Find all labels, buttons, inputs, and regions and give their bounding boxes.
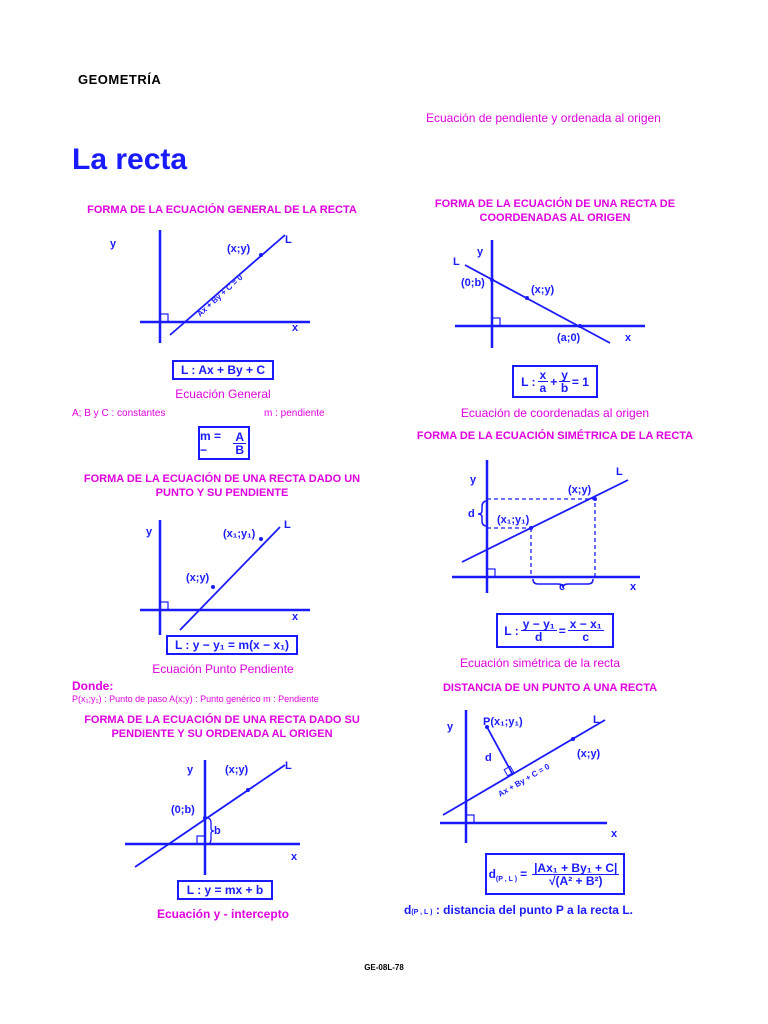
frac-den-right: c <box>582 630 590 644</box>
top-subtitle: Ecuación de pendiente y ordenada al origen <box>426 111 661 125</box>
plus: + <box>550 374 558 389</box>
point-slope-formula: L : y − y₁ = m(x − x₁) <box>166 635 298 655</box>
slope-intercept-title: FORMA DE LA ECUACIÓN DE UNA RECTA DADO SU PENDIENTE Y SU ORDENADA AL ORIGEN <box>84 714 360 740</box>
general-caption: Ecuación General <box>175 387 271 401</box>
slope-formula-left: m = − <box>200 429 222 457</box>
line-label: L <box>285 234 292 246</box>
y-label: y <box>470 474 477 486</box>
line-label: L <box>593 714 600 726</box>
label-0b: (0;b) <box>171 804 195 816</box>
note-sub: (P , L ) <box>411 909 433 916</box>
note-d: d <box>404 903 412 917</box>
formula-left: L : <box>521 374 536 389</box>
label-xy: (x;y) <box>225 764 249 776</box>
donde-text: P(x₁;y₁) : Punto de paso A(x;y) : Punto genérico m : Pendiente <box>72 694 319 704</box>
line-label: L <box>616 466 623 478</box>
slope-intercept-formula: L : y = mx + b <box>177 880 273 900</box>
point-label: (x;y) <box>227 243 251 255</box>
label-0b: (0;b) <box>461 277 485 289</box>
frac-den: √(A² + B²) <box>548 873 603 888</box>
frac-num-left: y − y₁ <box>522 617 555 631</box>
general-formula: L : Ax + By + C <box>172 360 274 380</box>
frac-x: x <box>539 368 547 382</box>
line-eq: Ax + By + C = 0 <box>195 272 245 319</box>
distance-note <box>404 903 633 917</box>
frac-num: |Ax₁ + By₁ + C| <box>534 860 618 875</box>
line-label: L <box>453 256 460 268</box>
label-d: d <box>485 752 492 764</box>
formula-sub: (P , L ) <box>495 875 518 883</box>
frac-b: b <box>560 381 569 395</box>
label-x1y1: (x₁;y₁) <box>497 514 530 526</box>
frac-y: y <box>561 368 568 382</box>
distance-diagram <box>435 705 645 845</box>
y-label: y <box>187 764 194 776</box>
coords-formula <box>512 365 598 398</box>
slope-intercept-caption: Ecuación y - intercepto <box>156 907 290 921</box>
label-d: d <box>468 508 475 520</box>
slope-note: m : pendiente <box>264 408 325 419</box>
symmetric-formula <box>496 613 614 648</box>
point-slope-caption: Ecuación Punto Pendiente <box>152 662 294 676</box>
x-label: x <box>611 828 618 840</box>
slope-num: A <box>235 429 244 444</box>
frac-den-left: d <box>535 630 543 644</box>
line-label: L <box>285 760 292 772</box>
formula-left: L : <box>504 623 519 638</box>
label-xy: (x;y) <box>568 484 592 496</box>
x-label: x <box>292 322 299 334</box>
note-text: : distancia del punto P a la recta L. <box>432 903 633 917</box>
frac-a: a <box>539 381 547 395</box>
label-xy: (x;y) <box>577 748 601 760</box>
y-label: y <box>146 526 153 538</box>
distance-title: DISTANCIA DE UN PUNTO A UNA RECTA <box>442 682 658 694</box>
label-a0: (a;0) <box>557 332 581 344</box>
point <box>259 253 263 257</box>
x-label: x <box>630 581 637 593</box>
coords-caption: Ecuación de coordenadas al origen <box>460 406 650 420</box>
label-xy: (x;y) <box>186 572 210 584</box>
equals: = <box>558 623 566 638</box>
coords-diagram <box>445 235 665 350</box>
label-b: b <box>214 825 221 837</box>
equals-one: = 1 <box>571 374 589 389</box>
page-footer: GE-08L-78 <box>364 963 404 972</box>
y-label: y <box>447 721 454 733</box>
general-diagram <box>110 225 330 345</box>
point-slope-diagram <box>130 515 330 637</box>
general-title: FORMA DE LA ECUACIÓN GENERAL DE LA RECTA <box>87 204 357 216</box>
line-l <box>443 720 605 815</box>
distance-formula <box>485 853 625 895</box>
line-l <box>135 765 285 867</box>
x-label: x <box>292 611 299 623</box>
x-label: x <box>291 851 298 863</box>
symmetric-title: FORMA DE LA ECUACIÓN SIMÉTRICA DE LA RECTA <box>416 430 694 442</box>
x-label: x <box>625 332 632 344</box>
subject-header: GEOMETRÍA <box>78 72 162 87</box>
y-label: y <box>110 238 117 250</box>
line-l <box>465 265 610 343</box>
label-p: P(x₁;y₁) <box>483 716 523 728</box>
page-title: La recta <box>72 143 188 176</box>
point-slope-title: FORMA DE LA ECUACIÓN DE UNA RECTA DADO UN PUNTO Y SU PENDIENTE <box>83 473 361 499</box>
donde-label: Donde: <box>72 679 114 693</box>
line-eq: Ax + By + C = 0 <box>496 761 552 799</box>
line-label: L <box>284 519 291 531</box>
label-xy: (x;y) <box>531 284 555 296</box>
label-x1y1: (x₁;y₁) <box>223 528 256 540</box>
y-label: y <box>477 246 484 258</box>
symmetric-diagram <box>440 455 650 595</box>
coords-title: FORMA DE LA ECUACIÓN DE UNA RECTA DE COORDENADAS AL ORIGEN <box>434 198 676 224</box>
symmetric-caption: Ecuación simétrica de la recta <box>459 656 621 670</box>
formula-eq: = <box>520 867 528 881</box>
slope-formula <box>198 426 250 460</box>
slope-den: B <box>235 442 244 457</box>
formula-d: d <box>488 867 496 881</box>
label-c: c <box>559 581 566 593</box>
frac-num-right: x − x₁ <box>569 617 602 631</box>
slope-intercept-diagram <box>115 755 325 880</box>
constants-note: A; B y C : constantes <box>72 408 166 419</box>
